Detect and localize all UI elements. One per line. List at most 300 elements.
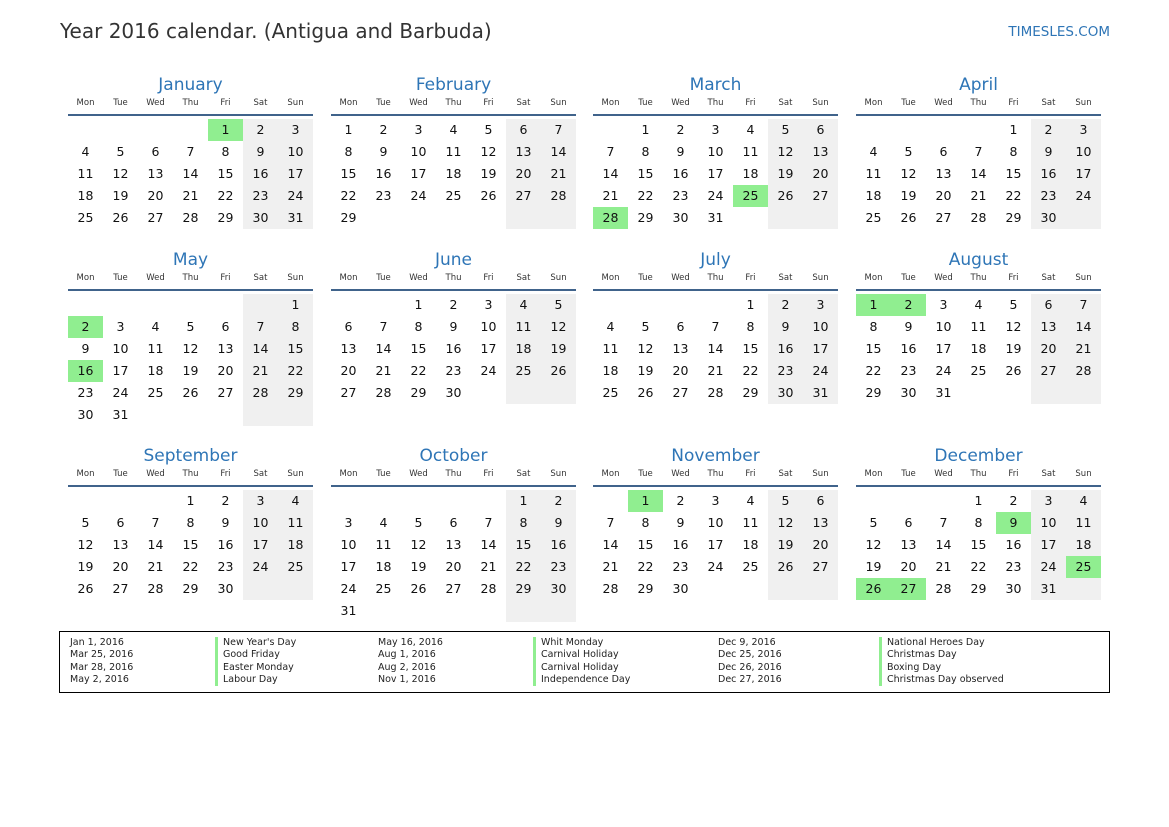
holiday-day-cell: 1 [856, 294, 891, 316]
day-cell: 26 [410, 581, 427, 596]
day-cell: 13 [515, 144, 532, 159]
day-cell: 28 [147, 581, 164, 596]
holiday-day-cell: 28 [593, 207, 628, 229]
month-name: June [434, 250, 473, 270]
weekday-header [68, 98, 313, 112]
day-cell: 4 [974, 297, 983, 312]
day-cell: 9 [676, 144, 685, 159]
weekday-label: Sat [778, 469, 793, 479]
day-cell: 2 [256, 122, 265, 137]
legend-date: Dec 9, 2016 [718, 637, 776, 648]
day-cell: 24 [410, 188, 427, 203]
month-name: August [948, 250, 1009, 270]
day-cell: 12 [1005, 319, 1022, 334]
day-cell: 20 [147, 188, 164, 203]
day-cell: 9 [904, 319, 913, 334]
holiday-day-cell: 2 [891, 294, 926, 316]
day-cell: 21 [1075, 341, 1092, 356]
day-cell: 29 [515, 581, 532, 596]
weekday-header [331, 98, 576, 112]
weekday-label: Thu [970, 273, 987, 283]
day-cell: 24 [340, 581, 357, 596]
legend-names-col-1 [215, 637, 296, 686]
day-cell: 14 [1075, 319, 1092, 334]
day-cell: 23 [445, 363, 462, 378]
day-cell: 26 [480, 188, 497, 203]
day-cell: 10 [1040, 515, 1057, 530]
day-cell: 8 [414, 319, 423, 334]
day-cell: 18 [970, 341, 987, 356]
weekday-label: Sat [253, 469, 268, 479]
day-cell: 26 [112, 210, 129, 225]
day-cell: 16 [777, 341, 794, 356]
day-cell: 19 [77, 559, 94, 574]
day-cell: 21 [970, 188, 987, 203]
header-rule [331, 485, 576, 487]
day-cell: 18 [1075, 537, 1092, 552]
day-cell: 3 [1079, 122, 1088, 137]
day-cell: 15 [1005, 166, 1022, 181]
weekday-label: Mon [76, 273, 95, 283]
weekday-label: Sun [287, 273, 304, 283]
day-cell: 5 [484, 122, 493, 137]
day-cell: 22 [637, 188, 654, 203]
day-cell: 8 [186, 515, 195, 530]
weekday-label: Tue [638, 98, 653, 108]
day-cell: 3 [1044, 493, 1053, 508]
day-cell: 13 [900, 537, 917, 552]
legend-holiday-name: National Heroes Day [879, 637, 1004, 649]
day-cell: 20 [812, 537, 829, 552]
day-cell: 6 [519, 122, 528, 137]
day-cell: 18 [287, 537, 304, 552]
day-cell: 10 [410, 144, 427, 159]
day-cell: 6 [816, 493, 825, 508]
month-name: January [158, 75, 223, 95]
weekday-label: Sat [516, 469, 531, 479]
day-cell: 27 [812, 188, 829, 203]
day-cell: 21 [147, 559, 164, 574]
day-cell: 12 [777, 515, 794, 530]
day-cell: 5 [81, 515, 90, 530]
day-cell: 12 [112, 166, 129, 181]
day-cell: 3 [711, 122, 720, 137]
day-cell: 22 [217, 188, 234, 203]
weekday-label: Sun [1075, 469, 1092, 479]
day-cell: 13 [935, 166, 952, 181]
legend-date: Dec 26, 2016 [718, 661, 782, 673]
day-cell: 18 [602, 363, 619, 378]
day-cell: 11 [515, 319, 532, 334]
day-cell: 25 [287, 559, 304, 574]
month-name: April [959, 75, 998, 95]
day-cell: 19 [637, 363, 654, 378]
day-cell: 5 [781, 122, 790, 137]
day-cell: 10 [812, 319, 829, 334]
day-cell: 24 [707, 188, 724, 203]
day-cell: 16 [445, 341, 462, 356]
legend-date: Mar 28, 2016 [70, 661, 134, 673]
weekday-label: Sat [253, 98, 268, 108]
holiday-day-cell: 25 [1066, 556, 1101, 578]
header-rule [856, 114, 1101, 116]
day-cell: 11 [970, 319, 987, 334]
day-cell: 24 [935, 363, 952, 378]
day-cell: 29 [287, 385, 304, 400]
day-cell: 15 [515, 537, 532, 552]
day-cell: 18 [515, 341, 532, 356]
day-cell: 2 [676, 493, 685, 508]
day-cell: 6 [816, 122, 825, 137]
day-cell: 7 [939, 515, 948, 530]
day-cell: 19 [777, 166, 794, 181]
day-cell: 28 [707, 385, 724, 400]
day-cell: 15 [742, 341, 759, 356]
day-cell: 6 [151, 144, 160, 159]
weekday-header [593, 273, 838, 287]
header-rule [856, 485, 1101, 487]
legend-date: Jan 1, 2016 [70, 637, 124, 648]
day-cell: 5 [869, 515, 878, 530]
day-cell: 13 [812, 144, 829, 159]
day-cell: 25 [742, 559, 759, 574]
day-cell: 20 [812, 166, 829, 181]
day-cell: 29 [742, 385, 759, 400]
day-cell: 11 [602, 341, 619, 356]
day-cell: 2 [676, 122, 685, 137]
day-cell: 2 [554, 493, 563, 508]
day-cell: 27 [515, 188, 532, 203]
day-cell: 20 [935, 188, 952, 203]
day-cell: 23 [1040, 188, 1057, 203]
legend-dates-col-3 [718, 637, 782, 686]
day-cell: 21 [602, 188, 619, 203]
day-cell: 9 [449, 319, 458, 334]
day-cell: 23 [375, 188, 392, 203]
weekday-label: Fri [220, 469, 231, 479]
day-cell: 27 [217, 385, 234, 400]
day-cell: 22 [637, 559, 654, 574]
header-rule [68, 114, 313, 116]
day-cell: 19 [777, 537, 794, 552]
day-cell: 28 [375, 385, 392, 400]
day-cell: 11 [865, 166, 882, 181]
holiday-day-cell: 1 [208, 119, 243, 141]
holiday-day-cell: 9 [996, 512, 1031, 534]
weekday-label: Wed [409, 98, 428, 108]
day-cell: 6 [344, 319, 353, 334]
day-cell: 15 [865, 341, 882, 356]
legend-dates-col-2 [378, 637, 443, 686]
day-cell: 26 [777, 559, 794, 574]
weekday-label: Fri [745, 273, 756, 283]
day-cell: 13 [672, 341, 689, 356]
day-cell: 15 [287, 341, 304, 356]
day-cell: 24 [707, 559, 724, 574]
day-cell: 4 [449, 122, 458, 137]
month-name: March [689, 75, 742, 95]
weekday-header [856, 273, 1101, 287]
weekday-label: Mon [601, 98, 620, 108]
weekday-header [593, 98, 838, 112]
day-cell: 3 [484, 297, 493, 312]
day-cell: 11 [742, 144, 759, 159]
day-cell: 13 [112, 537, 129, 552]
day-cell: 27 [935, 210, 952, 225]
weekday-label: Sun [1075, 273, 1092, 283]
page-title: Year 2016 calendar. (Antigua and Barbuda) [60, 19, 492, 43]
weekday-header [68, 469, 313, 483]
legend-date: May 16, 2016 [378, 637, 443, 648]
legend-holiday-name: Labour Day [215, 674, 296, 686]
day-cell: 10 [480, 319, 497, 334]
month-name: May [172, 250, 209, 270]
day-cell: 6 [904, 515, 913, 530]
day-cell: 30 [672, 581, 689, 596]
legend-holiday-name: Christmas Day [879, 649, 1004, 661]
day-cell: 7 [379, 319, 388, 334]
day-cell: 3 [116, 319, 125, 334]
weekday-label: Sun [812, 273, 829, 283]
day-cell: 29 [182, 581, 199, 596]
day-cell: 23 [1005, 559, 1022, 574]
day-cell: 30 [1040, 210, 1057, 225]
holiday-day-cell: 2 [68, 316, 103, 338]
weekday-label: Sat [778, 98, 793, 108]
weekday-label: Mon [76, 469, 95, 479]
day-cell: 14 [182, 166, 199, 181]
weekday-header [593, 469, 838, 483]
day-cell: 13 [1040, 319, 1057, 334]
day-cell: 17 [1075, 166, 1092, 181]
legend-holiday-name: Independence Day [533, 674, 630, 686]
day-cell: 28 [252, 385, 269, 400]
legend-holiday-name: Boxing Day [879, 662, 1004, 674]
holiday-day-cell: 26 [856, 578, 891, 600]
day-cell: 25 [445, 188, 462, 203]
day-cell: 12 [865, 537, 882, 552]
day-cell: 19 [865, 559, 882, 574]
day-cell: 26 [182, 385, 199, 400]
day-cell: 12 [900, 166, 917, 181]
weekday-label: Thu [182, 273, 199, 283]
weekday-header [331, 469, 576, 483]
day-cell: 23 [900, 363, 917, 378]
day-cell: 19 [1005, 341, 1022, 356]
day-cell: 6 [449, 515, 458, 530]
day-cell: 7 [484, 515, 493, 530]
site-link[interactable]: TIMESLES.COM [1008, 24, 1110, 40]
day-cell: 8 [1009, 144, 1018, 159]
day-cell: 31 [812, 385, 829, 400]
day-cell: 8 [221, 144, 230, 159]
day-cell: 16 [375, 166, 392, 181]
day-cell: 26 [637, 385, 654, 400]
legend-holiday-name: Christmas Day observed [879, 674, 1004, 686]
weekday-label: Sat [516, 273, 531, 283]
day-cell: 20 [672, 363, 689, 378]
weekday-label: Tue [113, 469, 128, 479]
legend-holiday-name: Good Friday [215, 649, 296, 661]
day-cell: 22 [182, 559, 199, 574]
day-cell: 17 [935, 341, 952, 356]
weekday-label: Tue [901, 98, 916, 108]
weekday-label: Mon [864, 273, 883, 283]
legend-date: May 2, 2016 [70, 673, 129, 685]
legend-names-col-3 [879, 637, 1004, 686]
weekday-label: Thu [182, 98, 199, 108]
weekday-label: Tue [376, 273, 391, 283]
day-cell: 29 [865, 385, 882, 400]
weekday-label: Sat [1041, 98, 1056, 108]
day-cell: 15 [340, 166, 357, 181]
day-cell: 2 [221, 493, 230, 508]
weekday-label: Thu [707, 273, 724, 283]
day-cell: 31 [707, 210, 724, 225]
day-cell: 30 [445, 385, 462, 400]
day-cell: 19 [900, 188, 917, 203]
day-cell: 17 [480, 341, 497, 356]
day-cell: 12 [480, 144, 497, 159]
weekday-label: Mon [601, 273, 620, 283]
weekday-label: Fri [1008, 98, 1019, 108]
day-cell: 31 [1040, 581, 1057, 596]
day-cell: 16 [1040, 166, 1057, 181]
weekday-label: Wed [671, 98, 690, 108]
day-cell: 7 [256, 319, 265, 334]
day-cell: 5 [1009, 297, 1018, 312]
day-cell: 12 [637, 341, 654, 356]
day-cell: 30 [900, 385, 917, 400]
day-cell: 5 [904, 144, 913, 159]
day-cell: 1 [746, 297, 755, 312]
legend-names-col-2 [533, 637, 630, 686]
header-rule [68, 485, 313, 487]
day-cell: 27 [812, 559, 829, 574]
header-rule [331, 289, 576, 291]
day-cell: 4 [869, 144, 878, 159]
day-cell: 4 [519, 297, 528, 312]
day-cell: 19 [550, 341, 567, 356]
day-cell: 20 [515, 166, 532, 181]
day-cell: 5 [641, 319, 650, 334]
day-cell: 21 [182, 188, 199, 203]
day-cell: 21 [550, 166, 567, 181]
header-rule [593, 485, 838, 487]
weekday-label: Fri [483, 273, 494, 283]
day-cell: 24 [1040, 559, 1057, 574]
weekday-label: Sun [812, 98, 829, 108]
header-rule [331, 114, 576, 116]
weekday-label: Sat [1041, 273, 1056, 283]
day-cell: 2 [379, 122, 388, 137]
header-rule [593, 114, 838, 116]
day-cell: 21 [935, 559, 952, 574]
day-cell: 2 [781, 297, 790, 312]
day-cell: 29 [217, 210, 234, 225]
day-cell: 29 [637, 210, 654, 225]
day-cell: 9 [221, 515, 230, 530]
weekday-label: Wed [409, 273, 428, 283]
day-cell: 11 [445, 144, 462, 159]
day-cell: 23 [672, 188, 689, 203]
day-cell: 31 [935, 385, 952, 400]
weekday-label: Tue [638, 469, 653, 479]
weekday-label: Thu [182, 469, 199, 479]
weekday-label: Thu [445, 273, 462, 283]
weekday-label: Sat [253, 273, 268, 283]
day-cell: 14 [602, 537, 619, 552]
day-cell: 2 [449, 297, 458, 312]
day-cell: 14 [375, 341, 392, 356]
day-cell: 25 [970, 363, 987, 378]
day-cell: 11 [287, 515, 304, 530]
legend-date: Aug 1, 2016 [378, 649, 436, 661]
day-cell: 29 [340, 210, 357, 225]
day-cell: 4 [81, 144, 90, 159]
weekday-label: Wed [409, 469, 428, 479]
day-cell: 10 [112, 341, 129, 356]
month-name: December [934, 446, 1023, 466]
day-cell: 12 [182, 341, 199, 356]
day-cell: 20 [112, 559, 129, 574]
day-cell: 8 [974, 515, 983, 530]
day-cell: 28 [970, 210, 987, 225]
weekday-label: Mon [601, 469, 620, 479]
day-cell: 17 [287, 166, 304, 181]
day-cell: 21 [375, 363, 392, 378]
day-cell: 1 [291, 297, 300, 312]
day-cell: 15 [970, 537, 987, 552]
day-cell: 14 [147, 537, 164, 552]
day-cell: 9 [81, 341, 90, 356]
weekday-label: Wed [146, 98, 165, 108]
weekday-label: Wed [934, 98, 953, 108]
day-cell: 4 [606, 319, 615, 334]
day-cell: 17 [1040, 537, 1057, 552]
day-cell: 25 [147, 385, 164, 400]
day-cell: 18 [375, 559, 392, 574]
day-cell: 1 [414, 297, 423, 312]
day-cell: 22 [287, 363, 304, 378]
weekday-label: Fri [483, 469, 494, 479]
legend-holiday-name: Carnival Holiday [533, 649, 630, 661]
day-cell: 11 [742, 515, 759, 530]
day-cell: 4 [746, 122, 755, 137]
day-cell: 24 [1075, 188, 1092, 203]
day-cell: 10 [340, 537, 357, 552]
day-cell: 16 [672, 166, 689, 181]
weekday-label: Thu [707, 98, 724, 108]
day-cell: 31 [287, 210, 304, 225]
day-cell: 30 [217, 581, 234, 596]
month-name: July [700, 250, 731, 270]
legend-date: Dec 25, 2016 [718, 649, 782, 661]
day-cell: 9 [379, 144, 388, 159]
day-cell: 23 [77, 385, 94, 400]
legend-holiday-name: Whit Monday [533, 637, 630, 649]
weekday-label: Thu [445, 98, 462, 108]
weekday-label: Mon [864, 469, 883, 479]
weekday-header [331, 273, 576, 287]
holiday-day-cell: 1 [628, 490, 663, 512]
day-cell: 9 [256, 144, 265, 159]
month-name: October [419, 446, 488, 466]
day-cell: 17 [410, 166, 427, 181]
day-cell: 16 [550, 537, 567, 552]
day-cell: 7 [606, 144, 615, 159]
day-cell: 1 [1009, 122, 1018, 137]
